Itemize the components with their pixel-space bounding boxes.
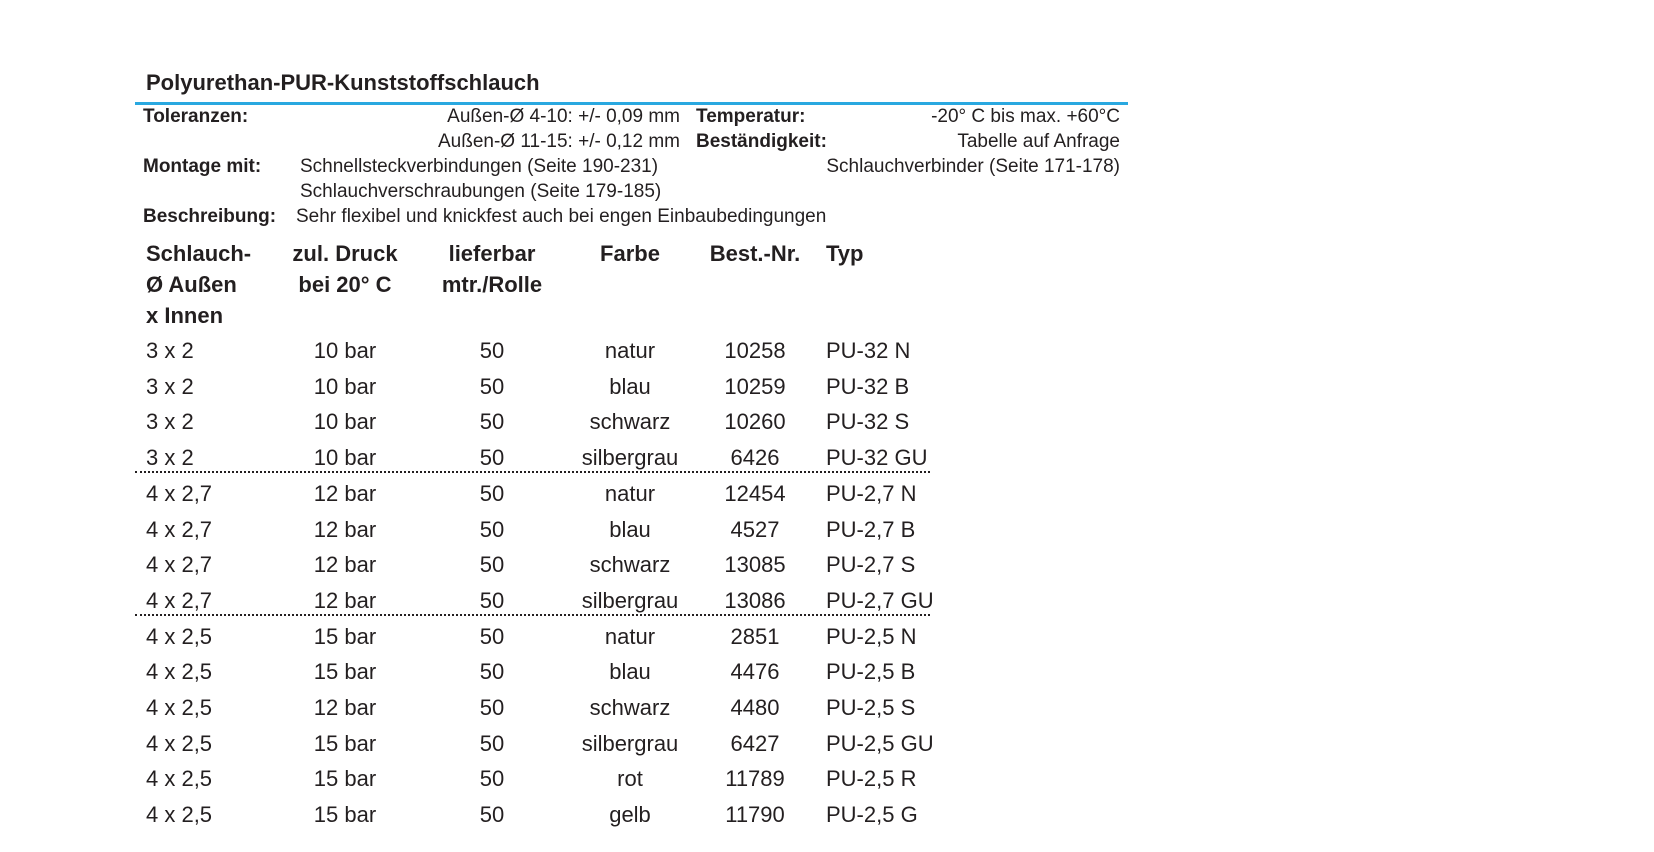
header-available-line-2: mtr./Rolle xyxy=(441,272,543,297)
cell-type: PU-2,5 G xyxy=(826,802,918,827)
mounting-1: Schnellsteckverbindungen (Seite 190-231) xyxy=(300,156,659,177)
cell-type: PU-2,7 S xyxy=(826,552,916,577)
cell-order-number: 13086 xyxy=(724,588,786,613)
cell-order-number: 11789 xyxy=(725,766,785,791)
cell-diameter: 3 x 2 xyxy=(146,338,194,363)
cell-available: 50 xyxy=(479,445,505,470)
title-rule xyxy=(135,102,1128,105)
cell-available: 50 xyxy=(479,481,505,506)
cell-type: PU-32 GU xyxy=(826,445,928,470)
cell-color: silbergrau xyxy=(581,731,679,756)
header-available xyxy=(430,238,554,300)
cell-type: PU-2,7 B xyxy=(826,517,916,542)
cell-order-number: 6426 xyxy=(730,445,780,470)
cell-color: schwarz xyxy=(589,409,671,434)
tolerance-2: Außen-Ø 11-15: +/- 0,12 mm xyxy=(438,131,680,152)
cell-available: 50 xyxy=(479,731,505,756)
cell-diameter: 4 x 2,7 xyxy=(146,481,213,506)
cell-pressure: 12 bar xyxy=(313,588,377,613)
cell-type: PU-32 S xyxy=(826,409,910,434)
cell-order-number: 10258 xyxy=(724,338,786,363)
header-order-number xyxy=(700,238,810,269)
cell-order-number: 6427 xyxy=(730,731,780,756)
header-diameter-line-1: Schlauch- xyxy=(146,241,252,266)
cell-order-number: 4476 xyxy=(730,659,780,684)
cell-pressure: 15 bar xyxy=(313,802,377,827)
cell-type: PU-2,5 R xyxy=(826,766,917,791)
cell-type: PU-2,5 B xyxy=(826,659,916,684)
header-type-line-1: Typ xyxy=(826,241,864,266)
cell-pressure: 12 bar xyxy=(313,481,377,506)
header-order-number-line-1: Best.-Nr. xyxy=(709,241,801,266)
cell-diameter: 4 x 2,7 xyxy=(146,552,213,577)
group-separator xyxy=(135,614,930,616)
header-pressure-line-2: bei 20° C xyxy=(298,272,392,297)
cell-available: 50 xyxy=(479,409,505,434)
mounting-label: Montage mit: xyxy=(143,156,262,177)
cell-pressure: 15 bar xyxy=(313,766,377,791)
cell-available: 50 xyxy=(479,695,505,720)
cell-pressure: 10 bar xyxy=(313,445,377,470)
cell-type: PU-2,5 N xyxy=(826,624,917,649)
mounting-2: Schlauchverschraubungen (Seite 179-185) xyxy=(300,181,662,202)
cell-available: 50 xyxy=(479,802,505,827)
cell-available: 50 xyxy=(479,517,505,542)
cell-color: natur xyxy=(604,338,656,363)
cell-type: PU-2,7 GU xyxy=(826,588,934,613)
cell-available: 50 xyxy=(479,588,505,613)
cell-type: PU-32 B xyxy=(826,374,910,399)
cell-order-number: 2851 xyxy=(730,624,780,649)
cell-diameter: 3 x 2 xyxy=(146,409,194,434)
header-diameter xyxy=(146,238,251,331)
cell-available: 50 xyxy=(479,338,505,363)
resistance-value: Tabelle auf Anfrage xyxy=(957,131,1120,152)
header-pressure xyxy=(285,238,405,300)
mounting-3: Schlauchverbinder (Seite 171-178) xyxy=(826,156,1120,177)
header-available-line-1: lieferbar xyxy=(448,241,536,266)
cell-pressure: 12 bar xyxy=(313,517,377,542)
cell-pressure: 12 bar xyxy=(313,695,377,720)
cell-diameter: 3 x 2 xyxy=(146,374,194,399)
cell-type: PU-2,5 GU xyxy=(826,731,934,756)
cell-order-number: 11790 xyxy=(725,802,785,827)
cell-diameter: 4 x 2,5 xyxy=(146,659,213,684)
cell-color: silbergrau xyxy=(581,588,679,613)
header-color-line-1: Farbe xyxy=(600,241,660,266)
cell-color: rot xyxy=(617,766,643,791)
cell-pressure: 15 bar xyxy=(313,624,377,649)
cell-order-number: 10260 xyxy=(724,409,786,434)
cell-diameter: 4 x 2,5 xyxy=(146,624,213,649)
tolerance-1: Außen-Ø 4-10: +/- 0,09 mm xyxy=(447,106,680,127)
cell-pressure: 15 bar xyxy=(313,731,377,756)
cell-diameter: 4 x 2,5 xyxy=(146,731,213,756)
cell-pressure: 10 bar xyxy=(313,338,377,363)
resistance-label: Beständigkeit: xyxy=(696,131,827,152)
cell-type: PU-32 N xyxy=(826,338,911,363)
cell-color: blau xyxy=(609,517,651,542)
cell-order-number: 4527 xyxy=(730,517,780,542)
header-type xyxy=(826,238,863,269)
cell-type: PU-2,7 N xyxy=(826,481,917,506)
cell-pressure: 10 bar xyxy=(313,409,377,434)
header-pressure-line-1: zul. Druck xyxy=(292,241,398,266)
cell-diameter: 3 x 2 xyxy=(146,445,194,470)
cell-available: 50 xyxy=(479,374,505,399)
cell-type: PU-2,5 S xyxy=(826,695,916,720)
cell-pressure: 15 bar xyxy=(313,659,377,684)
cell-diameter: 4 x 2,7 xyxy=(146,588,213,613)
temperature-value: -20° C bis max. +60°C xyxy=(931,106,1120,127)
header-diameter-line-2: Ø Außen xyxy=(146,272,237,297)
cell-diameter: 4 x 2,5 xyxy=(146,695,213,720)
cell-color: blau xyxy=(609,659,651,684)
cell-color: schwarz xyxy=(589,552,671,577)
cell-color: silbergrau xyxy=(581,445,679,470)
cell-diameter: 4 x 2,5 xyxy=(146,802,213,827)
cell-color: natur xyxy=(604,624,656,649)
cell-available: 50 xyxy=(479,659,505,684)
cell-order-number: 10259 xyxy=(724,374,786,399)
cell-color: gelb xyxy=(609,802,651,827)
cell-color: schwarz xyxy=(589,695,671,720)
cell-available: 50 xyxy=(479,624,505,649)
temperature-label: Temperatur: xyxy=(696,106,806,127)
header-diameter-line-3: x Innen xyxy=(146,303,224,328)
cell-order-number: 13085 xyxy=(724,552,786,577)
page-title: Polyurethan-PUR-Kunststoffschlauch xyxy=(146,70,540,95)
cell-available: 50 xyxy=(479,552,505,577)
tolerances-label: Toleranzen: xyxy=(143,106,249,127)
group-separator xyxy=(135,471,930,473)
cell-available: 50 xyxy=(479,766,505,791)
cell-pressure: 12 bar xyxy=(313,552,377,577)
cell-pressure: 10 bar xyxy=(313,374,377,399)
description-label: Beschreibung: xyxy=(143,206,277,227)
cell-diameter: 4 x 2,7 xyxy=(146,517,213,542)
cell-order-number: 12454 xyxy=(724,481,786,506)
header-color xyxy=(570,238,690,269)
cell-color: blau xyxy=(609,374,651,399)
cell-color: natur xyxy=(604,481,656,506)
description-value: Sehr flexibel und knickfest auch bei engen Einbaubedingungen xyxy=(296,206,827,227)
cell-diameter: 4 x 2,5 xyxy=(146,766,213,791)
cell-order-number: 4480 xyxy=(730,695,780,720)
